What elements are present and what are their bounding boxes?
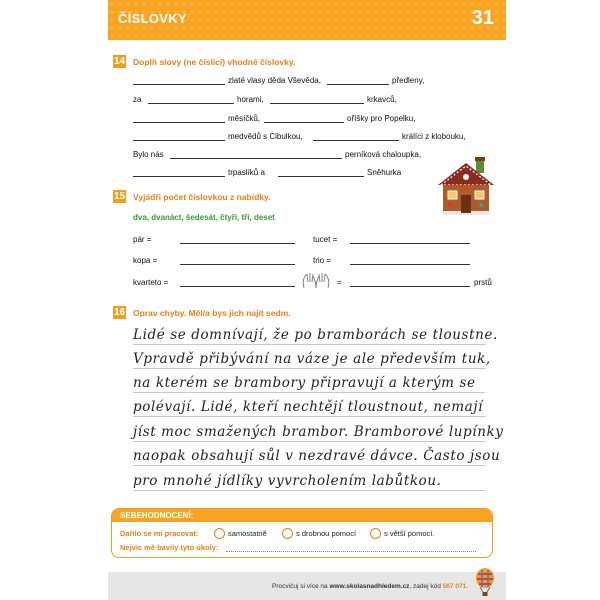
footer-text bbox=[272, 583, 468, 590]
answer-blank[interactable] bbox=[350, 264, 470, 265]
task-15-instruction: Vyjádři počet číslovkou z nabídky. bbox=[133, 192, 271, 202]
page-number: 31 bbox=[471, 7, 494, 29]
hot-air-balloon-icon bbox=[474, 568, 496, 598]
task-14-text: trpaslíků a bbox=[228, 168, 265, 177]
handwritten-line: polévají. Lidé, kteří nechtějí tloustnout, nemají bbox=[133, 399, 484, 415]
answer-blank[interactable] bbox=[180, 243, 295, 244]
quartet-label: kvarteto = bbox=[133, 278, 169, 287]
answer-blank[interactable] bbox=[350, 286, 470, 287]
answer-blank[interactable] bbox=[264, 122, 344, 123]
option-independent: samostatně bbox=[228, 529, 267, 538]
writing-line bbox=[133, 344, 485, 345]
answer-blank[interactable] bbox=[180, 286, 295, 287]
footer-prefix: Procvičuj si více na bbox=[272, 583, 328, 590]
answer-blank[interactable] bbox=[350, 243, 470, 244]
task-14-text: medvědů s Cibulkou, bbox=[228, 132, 303, 141]
task-14-text: předleny, bbox=[392, 76, 425, 85]
footer-middle: , zadej kód bbox=[409, 583, 441, 590]
self-evaluation-header bbox=[112, 509, 492, 522]
task-14-text: Sněhurka bbox=[367, 168, 402, 177]
favorite-tasks-question: Nejvíc mě bavily tyto úkoly: bbox=[120, 543, 219, 552]
task-14-text: horami, bbox=[237, 95, 264, 104]
self-evaluation-box bbox=[111, 508, 493, 558]
handwritten-line: Vpravdě přibývání na váze je ale především tuk, bbox=[133, 351, 491, 367]
answer-blank[interactable] bbox=[133, 140, 225, 141]
task-14-number: 14 bbox=[113, 56, 126, 67]
answer-blank[interactable] bbox=[313, 140, 399, 141]
radio-independent[interactable] bbox=[214, 528, 225, 539]
answer-blank[interactable] bbox=[180, 264, 295, 265]
answer-blank[interactable] bbox=[148, 103, 234, 104]
answer-blank[interactable] bbox=[270, 103, 364, 104]
writing-line bbox=[133, 368, 485, 369]
equals-sign: = bbox=[337, 278, 342, 287]
trio-label: trio = bbox=[313, 256, 332, 265]
task-14-text: oříšky pro Popelku, bbox=[347, 114, 416, 123]
task-14-text: Bylo nás bbox=[133, 150, 164, 159]
task-14-text: krkavců, bbox=[367, 95, 397, 104]
chapter-title: ČÍSLOVKY bbox=[118, 11, 187, 26]
fingers-label: prstů bbox=[474, 278, 492, 287]
hands-icon bbox=[300, 270, 332, 292]
footer-bar bbox=[108, 572, 506, 600]
footer-site-link[interactable]: www.skolasnadhledem.cz bbox=[329, 583, 410, 590]
dozen-label: tucet = bbox=[313, 235, 338, 244]
task-16-number: 16 bbox=[113, 307, 126, 318]
handwritten-line: na kterém se brambory připravují a kterým se bbox=[133, 375, 476, 391]
writing-line bbox=[133, 416, 485, 417]
radio-more-help[interactable] bbox=[370, 528, 381, 539]
task-14-text: zlaté vlasy děda Vševěda, bbox=[228, 76, 321, 85]
task-14-text: perníková chaloupka, bbox=[345, 150, 422, 159]
task-14-instruction: Doplň slovy (ne číslicí) vhodné číslovky. bbox=[133, 57, 296, 67]
answer-blank[interactable] bbox=[278, 176, 364, 177]
self-evaluation-heading: SEBEHODNOCENÍ: bbox=[120, 511, 194, 520]
writing-line bbox=[133, 441, 485, 442]
task-15-number: 15 bbox=[113, 191, 126, 202]
handwritten-line: naopak obsahují sůl v nezdravé dávce. Často jsou bbox=[133, 448, 501, 464]
writing-line bbox=[133, 490, 485, 491]
option-more-help: s větší pomocí. bbox=[384, 529, 435, 538]
task-16-instruction: Oprav chyby. Měl/a bys jich najít sedm. bbox=[133, 308, 291, 318]
task-14-text: králíci z klobouku, bbox=[402, 132, 466, 141]
favorite-tasks-field[interactable] bbox=[226, 551, 476, 552]
chapter-header bbox=[108, 0, 506, 40]
handwritten-line: jíst moc smažených brambor. Bramborové lupínky bbox=[133, 424, 504, 440]
footer-code: 567 071. bbox=[442, 583, 468, 590]
answer-blank[interactable] bbox=[170, 158, 342, 159]
handwritten-line: pro mnohé jídlíky vyvrcholením labůtkou. bbox=[133, 473, 442, 489]
answer-blank[interactable] bbox=[327, 84, 389, 85]
answer-blank[interactable] bbox=[133, 122, 225, 123]
kopa-label: kopa = bbox=[133, 256, 158, 265]
writing-line bbox=[133, 392, 485, 393]
number-options: dva, dvanáct, šedesát, čtyři, tři, deset bbox=[133, 213, 275, 222]
gingerbread-house-illustration bbox=[436, 155, 496, 217]
answer-blank[interactable] bbox=[133, 176, 225, 177]
answer-blank[interactable] bbox=[133, 84, 225, 85]
handwritten-line: Lidé se domnívají, že po bramborách se tloustne. bbox=[133, 327, 498, 343]
task-14-text: za bbox=[133, 95, 142, 104]
writing-line bbox=[133, 465, 485, 466]
task-14-text: měsíčků, bbox=[228, 114, 261, 123]
option-small-help: s drobnou pomocí bbox=[296, 529, 357, 538]
pair-label: pár = bbox=[133, 235, 152, 244]
radio-small-help[interactable] bbox=[282, 528, 293, 539]
work-question: Dařilo se mi pracovat: bbox=[120, 529, 199, 538]
